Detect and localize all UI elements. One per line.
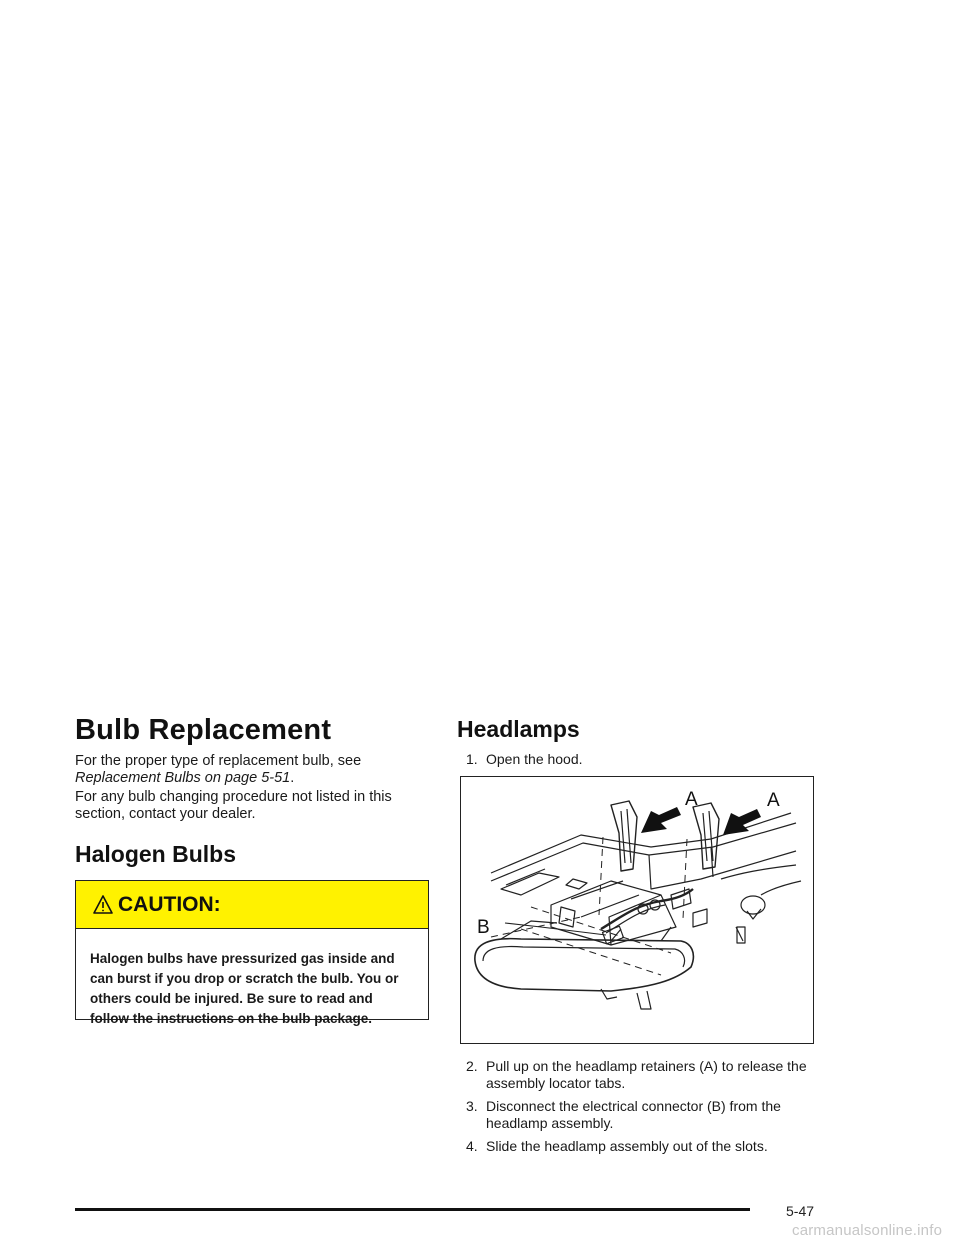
warning-triangle-icon bbox=[92, 894, 114, 916]
step-number: 2. bbox=[466, 1058, 478, 1074]
section-title: Bulb Replacement bbox=[75, 714, 332, 746]
step-text: Open the hood. bbox=[486, 751, 583, 767]
footer-rule bbox=[75, 1208, 750, 1211]
intro-text: For the proper type of replacement bulb, see bbox=[75, 753, 362, 769]
intro-paragraph bbox=[75, 753, 425, 787]
replacement-bulbs-link[interactable]: Replacement Bulbs on page 5-51 bbox=[75, 770, 291, 786]
other-procedures-paragraph: For any bulb changing procedure not listed in this section, contact your dealer. bbox=[75, 789, 392, 822]
intro-end: . bbox=[290, 770, 295, 786]
caution-box bbox=[75, 880, 429, 1026]
step-2 bbox=[466, 1058, 816, 1092]
step-number: 4. bbox=[466, 1138, 478, 1154]
page-number: 5-47 bbox=[786, 1203, 815, 1219]
halogen-bulbs-heading: Halogen Bulbs bbox=[75, 841, 237, 867]
headlamp-diagram bbox=[461, 777, 812, 1042]
steps-list bbox=[466, 1058, 816, 1155]
caution-label: CAUTION: bbox=[118, 892, 221, 916]
headlamp-removal-illustration bbox=[460, 776, 814, 1044]
step-number: 3. bbox=[466, 1098, 478, 1114]
step-1 bbox=[466, 751, 816, 768]
step-number: 1. bbox=[466, 751, 478, 767]
label-b: B bbox=[477, 917, 490, 938]
step-text: Slide the headlamp assembly out of the slots. bbox=[486, 1138, 768, 1154]
step-text: Pull up on the headlamp retainers (A) to release the assembly locator tabs. bbox=[486, 1058, 807, 1091]
label-a2: A bbox=[767, 790, 780, 811]
step-text: Disconnect the electrical connector (B) from the headlamp assembly. bbox=[486, 1098, 781, 1131]
watermark: carmanualsonline.info bbox=[792, 1222, 943, 1239]
headlamps-heading: Headlamps bbox=[457, 716, 580, 742]
step-4 bbox=[466, 1138, 816, 1155]
caution-text: Halogen bulbs have pressurized gas inside and can burst if you drop or scratch the bulb. You or others could be injured. Be sure to read and follow the instructions on the bulb package. bbox=[90, 951, 399, 1026]
caution-header bbox=[76, 881, 428, 929]
step-3 bbox=[466, 1098, 816, 1132]
label-a1: A bbox=[685, 789, 698, 810]
